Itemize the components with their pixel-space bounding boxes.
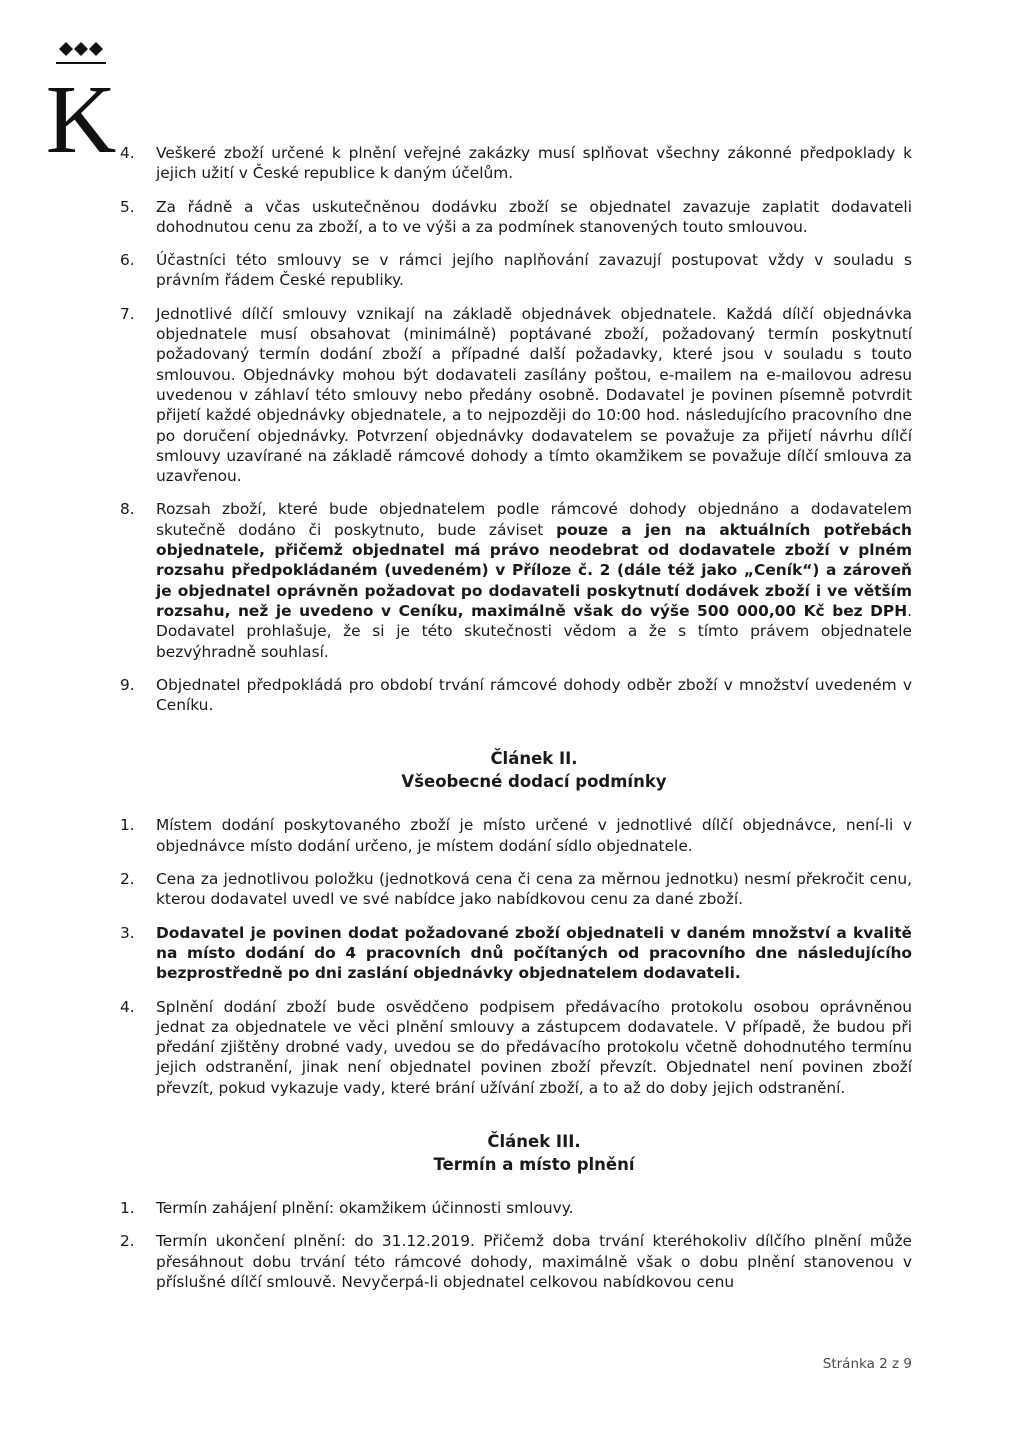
clause-4 (120, 143, 912, 184)
clause-6 (120, 250, 912, 291)
logo-k-icon (45, 40, 117, 174)
clause-text: Termín ukončení plnění: do 31.12.2019. Přičemž doba trvání kteréhokoliv dílčího plnění může přesáhnout dobu trvání této rámcové dohody, maximálně však o dobu plnění stanovenou v příslušné dílčí smlouvě. Nevyčerpá-li objednatel celkovou nabídkovou cenu (156, 1232, 912, 1291)
clause-text: Veškeré zboží určené k plnění veřejné zakázky musí splňovat všechny zákonné předpoklady k jejich užití v České republice k daným účelům. (156, 144, 912, 183)
clause-text: Jednotlivé dílčí smlouvy vznikají na základě objednávek objednatele. Každá dílčí objednávka objednatele musí obsahovat (minimálně) poptávané zboží, požadovaný termín poskytnutí požadovaný termín dodání zboží a případné další požadavky, které jsou v souladu s touto smlouvou. Objednávky mohou být dodavateli zasílány poštou, e-mailem na e-mailovou adresu uvedenou v záhlaví této smlouvy nebo předány osobně. Dodavatel je povinen písemně potvrdit přijetí každé objednávky objednatele, a to nejpozději do 10:00 hod. následujícího pracovního dne po doručení objednávky. Potvrzení objednávky dodavatelem se považuje za přijetí návrhu dílčí smlouvy uzavírané na základě rámcové dohody a tímto okamžikem se považuje dílčí smlouva za uzavřenou. (156, 304, 912, 486)
clause-text: Cena za jednotlivou položku (jednotková cena či cena za měrnou jednotku) nesmí překročit cenu, kterou dodavatel uvedl ve své nabídce jako nabídkovou cenu za dané zboží. (156, 870, 912, 909)
clause-number: 3. (120, 923, 135, 942)
clause-number: 5. (120, 197, 135, 216)
clause-number: 7. (120, 304, 135, 323)
clause-8 (120, 499, 912, 661)
article-3-clause-2 (120, 1231, 912, 1292)
clause-text: Za řádně a včas uskutečněnou dodávku zboží se objednatel zavazuje zaplatit dodavateli dohodnutou cenu za zboží, a to ve výši a za podmínek stanovených touto smlouvou. (156, 197, 912, 236)
logo-letter: K (45, 66, 117, 174)
article-2-clause-2 (120, 869, 912, 910)
article-3-heading (120, 1130, 912, 1176)
company-logo (45, 40, 117, 174)
clause-text-end: . Dodavatel prohlašuje, že si je této skutečnosti vědom a že s tímto právem objednatele bezvýhradně souhlasí. (156, 601, 912, 661)
clause-number: 2. (120, 1232, 135, 1251)
document-page (120, 143, 912, 1305)
clause-number: 8. (120, 500, 135, 519)
clause-5 (120, 197, 912, 238)
article-number: Článek II. (490, 749, 578, 769)
page-number: Stránka 2 z 9 (822, 1356, 912, 1372)
clause-number: 4. (120, 997, 135, 1016)
article-2-clause-4 (120, 997, 912, 1098)
article-title: Všeobecné dodací podmínky (401, 772, 667, 792)
clause-number: 1. (120, 816, 135, 835)
clause-number: 6. (120, 251, 135, 270)
clause-text: Termín zahájení plnění: okamžikem účinnosti smlouvy. (156, 1198, 574, 1217)
clause-text: Splnění dodání zboží bude osvědčeno podpisem předávacího protokolu osobou oprávněnou jednat za objednatele ve věci plnění smlouvy a zástupcem dodavatele. V případě, že budou při předání zjištěny drobné vady, uvedou se do předávacího protokolu včetně dohodnutého termínu jejich odstranění, jinak není objednatel povinen zboží převzít. Objednatel není povinen zboží převzít, pokud vykazuje vady, které brání užívání zboží, a to až do doby jejich odstranění. (156, 997, 912, 1097)
clause-text: Účastníci této smlouvy se v rámci jejího naplňování zavazují postupovat vždy v souladu s právním řádem České republiky. (156, 251, 912, 290)
clause-9 (120, 675, 912, 716)
clause-number: 9. (120, 675, 135, 694)
clause-text: Rozsah zboží, které bude objednatelem podle rámcové dohody objednáno a dodavatelem skutečně dodáno či poskytnuto, bude záviset (156, 500, 912, 539)
clause-text-bold: pouze a jen na aktuálních potřebách objednatele, přičemž objednatel má právo neodebrat od dodavatele zboží v plném rozsahu předpokládaném (uvedeném) v Příloze č. 2 (dále též jako „Ceník“) a zároveň je objednatel oprávněn požadovat po dodavateli poskytnutí dodávek zboží i ve větším rozsahu, než je uvedeno v Ceníku, maximálně však do výše 500 000,00 Kč bez DPH (156, 520, 913, 620)
article-2-heading (120, 747, 912, 793)
clause-number: 4. (120, 144, 135, 162)
clause-text-bold: Dodavatel je povinen dodat požadované zboží objednateli v daném množství a kvalitě na místo dodání do 4 pracovních dnů počítaných od pracovního dne následujícího bezprostředně po dni zaslání objednávky objednatelem dodavateli. (156, 923, 912, 983)
clause-7 (120, 304, 912, 487)
article-2-clause-1 (120, 815, 912, 856)
clause-number: 1. (120, 1198, 135, 1217)
clause-text: Objednatel předpokládá pro období trvání rámcové dohody odběr zboží v množství uvedeném v Ceníku. (156, 675, 912, 715)
article-3-clause-1 (120, 1198, 912, 1218)
article-number: Článek III. (487, 1131, 581, 1151)
article-2-clause-3 (120, 923, 912, 984)
article-title: Termín a místo plnění (433, 1154, 635, 1174)
clause-text: Místem dodání poskytovaného zboží je místo určené v jednotlivé dílčí objednávce, není-li v objednávce místo dodání určeno, je místem dodání sídlo objednatele. (156, 816, 912, 855)
clause-number: 2. (120, 870, 135, 889)
